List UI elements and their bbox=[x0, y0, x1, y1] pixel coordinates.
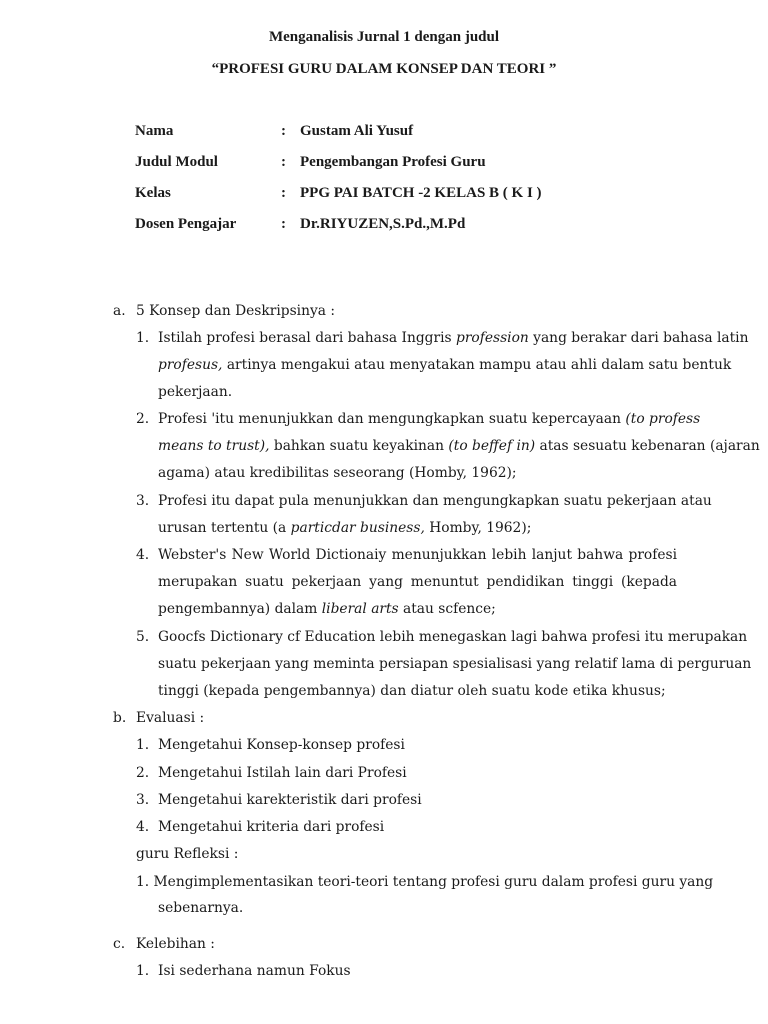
italic-term: (to profess bbox=[625, 411, 701, 427]
info-colon: : bbox=[281, 216, 286, 232]
refleksi-line: 1. Mengimplementasikan teori-teori tentang profesi guru dalam profesi guru yang bbox=[136, 874, 714, 890]
document-subtitle: “PROFESI GURU DALAM KONSEP DAN TEORI ” bbox=[211, 61, 557, 77]
info-label-dosen: Dosen Pengajar bbox=[135, 216, 237, 232]
italic-term: means to trust), bbox=[158, 438, 270, 454]
list-item-number: 1. bbox=[136, 737, 150, 753]
list-item: Mengetahui Istilah lain dari Profesi bbox=[158, 765, 407, 781]
italic-term: (to beffef in) bbox=[448, 438, 536, 454]
text-run: urusan tertentu (a bbox=[158, 520, 291, 536]
text-run: Istilah profesi berasal dari bahasa Inggris bbox=[158, 330, 456, 346]
paragraph-line bbox=[158, 410, 701, 428]
paragraph-line: Webster's New World Dictionaiy menunjukkan lebih lanjut bahwa profesi bbox=[158, 547, 677, 563]
section-b-heading: Evaluasi : bbox=[136, 710, 205, 726]
paragraph-line: agama) atau kredibilitas seseorang (Homby, 1962); bbox=[158, 465, 517, 481]
info-value-nama: Gustam Ali Yusuf bbox=[300, 123, 414, 139]
paragraph-line bbox=[158, 519, 531, 537]
refleksi-line: sebenarnya. bbox=[158, 900, 244, 916]
paragraph-line bbox=[158, 356, 732, 374]
paragraph-line: tinggi (kepada pengembannya) dan diatur oleh suatu kode etika khusus; bbox=[158, 683, 666, 699]
italic-term: particdar business, bbox=[290, 520, 425, 536]
info-value-kelas: PPG PAI BATCH -2 KELAS B ( K I ) bbox=[300, 185, 542, 201]
text-run: atas sesuatu kebenaran (ajaran bbox=[535, 438, 760, 454]
list-item-number: 3. bbox=[136, 493, 150, 509]
refleksi-heading: guru Refleksi : bbox=[136, 846, 239, 862]
list-item-number: 5. bbox=[136, 629, 150, 645]
text-run: artinya mengakui atau menyatakan mampu atau ahli dalam satu bentuk bbox=[222, 357, 732, 373]
list-item-number: 1. bbox=[136, 963, 150, 979]
paragraph-line: suatu pekerjaan yang meminta persiapan spesialisasi yang relatif lama di perguruan bbox=[158, 656, 752, 672]
paragraph-line: merupakan suatu pekerjaan yang menuntut pendidikan tinggi (kepada bbox=[158, 574, 677, 590]
text-run: pengembannya) dalam bbox=[158, 601, 322, 617]
section-c-marker: c. bbox=[113, 936, 126, 952]
list-item-number: 4. bbox=[136, 547, 150, 563]
text-run: Profesi 'itu menunjukkan dan mengungkapkan suatu kepercayaan bbox=[158, 411, 626, 427]
paragraph-line bbox=[158, 329, 749, 347]
info-label-judul-modul: Judul Modul bbox=[135, 154, 218, 170]
text-run: Homby, 1962); bbox=[424, 520, 532, 536]
text-run: bahkan suatu keyakinan bbox=[269, 438, 449, 454]
list-item-number: 3. bbox=[136, 792, 150, 808]
info-value-dosen: Dr.RIYUZEN,S.Pd.,M.Pd bbox=[300, 216, 466, 232]
paragraph-line: Goocfs Dictionary cf Education lebih menegaskan lagi bahwa profesi itu merupakan bbox=[158, 629, 748, 645]
paragraph-line bbox=[158, 437, 760, 455]
info-colon: : bbox=[281, 123, 286, 139]
info-colon: : bbox=[281, 185, 286, 201]
list-item: Mengetahui kriteria dari profesi bbox=[158, 819, 385, 835]
list-item: Mengetahui karekteristik dari profesi bbox=[158, 792, 422, 808]
section-a-heading: 5 Konsep dan Deskripsinya : bbox=[136, 303, 336, 319]
document-title: Menganalisis Jurnal 1 dengan judul bbox=[268, 29, 500, 45]
list-item-number: 2. bbox=[136, 765, 150, 781]
list-item: Mengetahui Konsep-konsep profesi bbox=[158, 737, 405, 753]
paragraph-line bbox=[158, 600, 496, 618]
section-c-heading: Kelebihan : bbox=[136, 936, 215, 952]
info-colon: : bbox=[281, 154, 286, 170]
italic-term: profession bbox=[456, 330, 529, 346]
paragraph-line: pekerjaan. bbox=[158, 384, 233, 400]
section-b-marker: b. bbox=[113, 710, 127, 726]
info-label-kelas: Kelas bbox=[135, 185, 171, 201]
info-label-nama: Nama bbox=[135, 123, 174, 139]
paragraph-line: Profesi itu dapat pula menunjukkan dan mengungkapkan suatu pekerjaan atau bbox=[158, 493, 712, 509]
italic-term: profesus, bbox=[158, 357, 223, 373]
list-item-number: 1. bbox=[136, 330, 150, 346]
section-a-marker: a. bbox=[113, 303, 126, 319]
italic-term: liberal arts bbox=[321, 601, 399, 617]
text-run: atau scfence; bbox=[398, 601, 496, 617]
list-item-number: 4. bbox=[136, 819, 150, 835]
list-item: Isi sederhana namun Fokus bbox=[158, 963, 351, 979]
list-item-number: 2. bbox=[136, 411, 150, 427]
info-value-judul-modul: Pengembangan Profesi Guru bbox=[300, 154, 486, 170]
text-run: yang berakar dari bahasa latin bbox=[528, 330, 749, 346]
